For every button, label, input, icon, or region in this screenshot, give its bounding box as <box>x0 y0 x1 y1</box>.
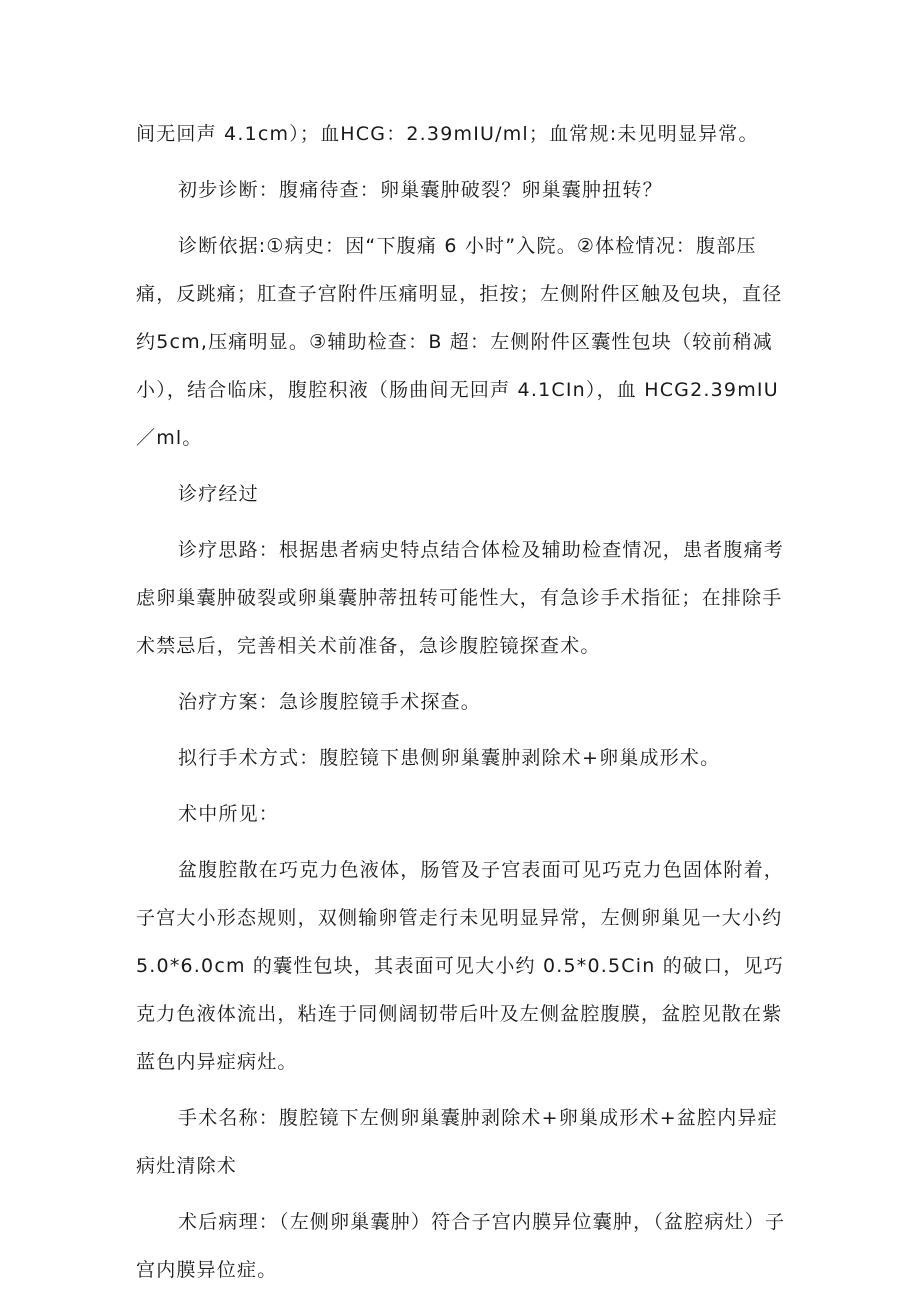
paragraph-planned-surgery: 拟行手术方式：腹腔镜下患侧卵巢囊肿剥除术+卵巢成形术。 <box>178 747 721 769</box>
paragraph-postop-pathology: 术后病理：（左侧卵巢囊肿）符合子宫内膜异位囊肿，（盆腔病灶）子宫内膜异位症。 <box>136 1211 786 1281</box>
paragraph-diagnosis-basis: 诊断依据:①病史：因“下腹痛 6 小时”入院。②体检情况：腹部压痛，反跳痛；肛查子宫附件压痛明显，拒按；左侧附件区触及包块，直径约5cm,压痛明显。③辅助检查：B 超：左侧附件区囊性包块（较前稍减小），结合临床，腹腔积液（肠曲间无回声 4.1CIn），血 HCG2.39mIU／ml。 <box>136 235 783 449</box>
paragraph-initial-diagnosis: 初步诊断：腹痛待查：卵巢囊肿破裂？卵巢囊肿扭转？ <box>178 179 663 201</box>
paragraph-surgery-name: 手术名称：腹腔镜下左侧卵巢囊肿剥除术+卵巢成形术+盆腔内异症病灶清除术 <box>136 1107 778 1177</box>
section-heading-treatment-course: 诊疗经过 <box>178 483 259 505</box>
paragraph-treatment-thinking: 诊疗思路：根据患者病史特点结合体检及辅助检查情况，患者腹痛考虑卵巢囊肿破裂或卵巢囊肿蒂扭转可能性大，有急诊手术指征；在排除手术禁忌后，完善相关术前准备，急诊腹腔镜探查术。 <box>136 539 785 657</box>
paragraph-intraop-findings: 盆腹腔散在巧克力色液体，肠管及子宫表面可见巧克力色固体附着，子宫大小形态规则，双侧输卵管走行未见明显异常，左侧卵巢见一大小约5.0*6.0cm 的囊性包块，其表面可见大小约 0.5*0.5Cin 的破口，见巧克力色液体流出，粘连于同侧阔韧带后叶及左侧盆腔腹膜，盆腔见散在紫蓝色内异症病灶。 <box>136 859 785 1073</box>
section-heading-intraop: 术中所见： <box>178 803 280 825</box>
paragraph-continuation: 间无回声 4.1cm）；血HCG：2.39mIU/ml；血常规:未见明显异常。 <box>136 123 759 145</box>
paragraph-treatment-plan: 治疗方案：急诊腹腔镜手术探查。 <box>178 691 482 713</box>
document-body <box>136 110 796 1302</box>
